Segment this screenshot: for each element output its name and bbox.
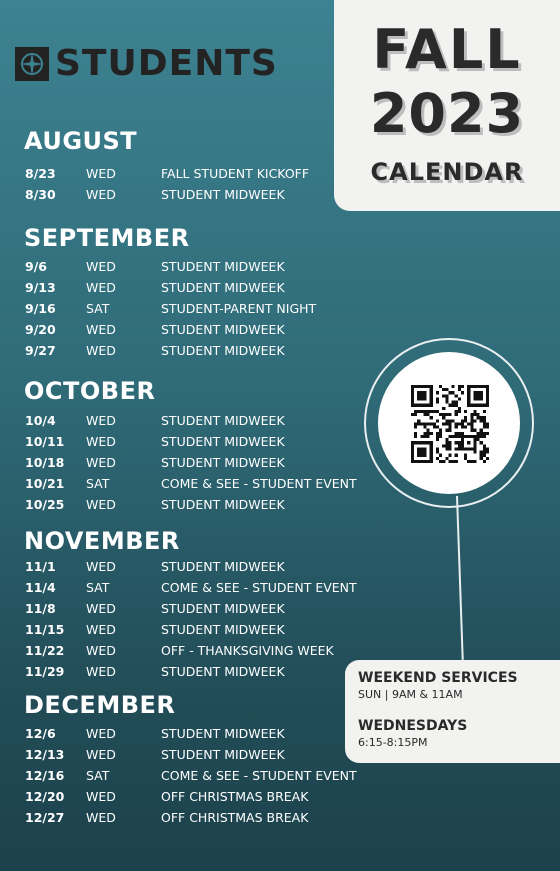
event-name: COME & SEE - STUDENT EVENT bbox=[161, 580, 357, 595]
event-name: OFF - THANKSGIVING WEEK bbox=[161, 643, 334, 658]
event-date: 11/29 bbox=[25, 664, 65, 679]
event-date: 12/13 bbox=[25, 747, 65, 762]
event-name: STUDENT MIDWEEK bbox=[161, 622, 285, 637]
event-name: STUDENT MIDWEEK bbox=[161, 259, 285, 274]
students-logo bbox=[15, 43, 278, 84]
event-name: STUDENT MIDWEEK bbox=[161, 280, 285, 295]
weekend-services-heading: WEEKEND SERVICES bbox=[358, 670, 518, 686]
event-day: WED bbox=[86, 259, 116, 274]
event-day: WED bbox=[86, 166, 116, 181]
event-date: 9/27 bbox=[25, 343, 56, 358]
event-date: 8/30 bbox=[25, 187, 56, 202]
event-date: 10/21 bbox=[25, 476, 65, 491]
connector-line bbox=[456, 496, 464, 660]
event-name: STUDENT MIDWEEK bbox=[161, 322, 285, 337]
qr-code-icon[interactable] bbox=[411, 385, 489, 463]
event-day: WED bbox=[86, 643, 116, 658]
event-date: 12/20 bbox=[25, 789, 65, 804]
event-day: WED bbox=[86, 810, 116, 825]
event-day: WED bbox=[86, 789, 116, 804]
event-day: WED bbox=[86, 622, 116, 637]
event-name: COME & SEE - STUDENT EVENT bbox=[161, 768, 357, 783]
event-day: SAT bbox=[86, 476, 110, 491]
event-date: 10/25 bbox=[25, 497, 65, 512]
event-name: OFF CHRISTMAS BREAK bbox=[161, 789, 309, 804]
event-day: WED bbox=[86, 601, 116, 616]
services-card bbox=[345, 660, 560, 763]
event-date: 12/6 bbox=[25, 726, 56, 741]
month-heading: AUGUST bbox=[24, 127, 138, 155]
event-name: OFF CHRISTMAS BREAK bbox=[161, 810, 309, 825]
event-date: 9/6 bbox=[25, 259, 47, 274]
event-date: 12/27 bbox=[25, 810, 65, 825]
event-name: STUDENT MIDWEEK bbox=[161, 455, 285, 470]
event-name: STUDENT-PARENT NIGHT bbox=[161, 301, 317, 316]
event-day: WED bbox=[86, 413, 116, 428]
wednesdays-heading: WEDNESDAYS bbox=[358, 718, 468, 734]
weekend-services-times: SUN | 9AM & 11AM bbox=[358, 688, 463, 701]
event-day: WED bbox=[86, 322, 116, 337]
event-day: WED bbox=[86, 434, 116, 449]
event-name: STUDENT MIDWEEK bbox=[161, 497, 285, 512]
event-day: WED bbox=[86, 497, 116, 512]
month-heading: NOVEMBER bbox=[24, 527, 180, 555]
event-name: STUDENT MIDWEEK bbox=[161, 413, 285, 428]
event-name: STUDENT MIDWEEK bbox=[161, 559, 285, 574]
month-heading: SEPTEMBER bbox=[24, 224, 190, 252]
event-name: FALL STUDENT KICKOFF bbox=[161, 166, 310, 181]
event-day: SAT bbox=[86, 301, 110, 316]
event-name: STUDENT MIDWEEK bbox=[161, 187, 285, 202]
event-date: 11/22 bbox=[25, 643, 65, 658]
event-day: WED bbox=[86, 747, 116, 762]
title-card bbox=[334, 0, 560, 211]
event-day: WED bbox=[86, 664, 116, 679]
event-date: 11/4 bbox=[25, 580, 56, 595]
event-name: COME & SEE - STUDENT EVENT bbox=[161, 476, 357, 491]
event-date: 11/15 bbox=[25, 622, 65, 637]
event-name: STUDENT MIDWEEK bbox=[161, 664, 285, 679]
event-name: STUDENT MIDWEEK bbox=[161, 601, 285, 616]
event-date: 9/16 bbox=[25, 301, 56, 316]
wednesdays-times: 6:15-8:15PM bbox=[358, 736, 428, 749]
title-calendar: CALENDAR bbox=[370, 158, 524, 186]
event-day: WED bbox=[86, 187, 116, 202]
event-day: SAT bbox=[86, 580, 110, 595]
event-day: WED bbox=[86, 726, 116, 741]
event-date: 11/1 bbox=[25, 559, 56, 574]
event-date: 11/8 bbox=[25, 601, 56, 616]
month-heading: DECEMBER bbox=[24, 691, 176, 719]
compass-square-icon bbox=[15, 47, 49, 81]
event-name: STUDENT MIDWEEK bbox=[161, 747, 285, 762]
title-year: 2023 bbox=[369, 82, 525, 145]
event-day: SAT bbox=[86, 768, 110, 783]
event-day: WED bbox=[86, 280, 116, 295]
event-name: STUDENT MIDWEEK bbox=[161, 434, 285, 449]
event-name: STUDENT MIDWEEK bbox=[161, 343, 285, 358]
event-date: 10/18 bbox=[25, 455, 65, 470]
event-name: STUDENT MIDWEEK bbox=[161, 726, 285, 741]
event-date: 9/13 bbox=[25, 280, 56, 295]
event-day: WED bbox=[86, 455, 116, 470]
event-day: WED bbox=[86, 559, 116, 574]
event-date: 8/23 bbox=[25, 166, 56, 181]
event-day: WED bbox=[86, 343, 116, 358]
brand-name: STUDENTS bbox=[55, 43, 278, 84]
event-date: 10/4 bbox=[25, 413, 56, 428]
title-season: FALL bbox=[372, 18, 522, 81]
month-heading: OCTOBER bbox=[24, 377, 156, 405]
event-date: 9/20 bbox=[25, 322, 56, 337]
event-date: 10/11 bbox=[25, 434, 65, 449]
event-date: 12/16 bbox=[25, 768, 65, 783]
